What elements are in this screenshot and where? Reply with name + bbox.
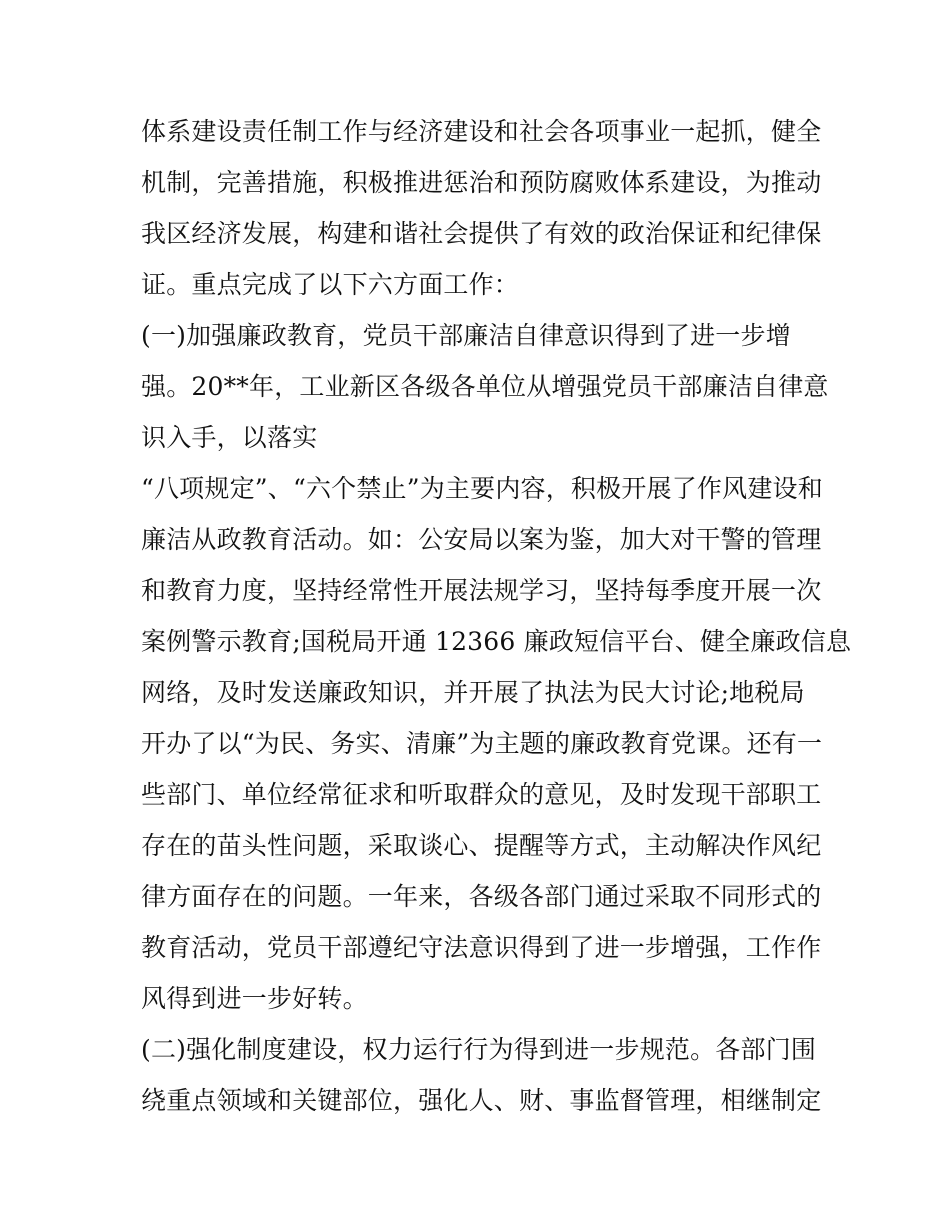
text-line: 风得到进一步好转。 <box>141 984 368 1013</box>
text-line: “八项规定”、“六个禁止”为主要内容，积极开展了作风建设和 <box>141 474 823 503</box>
text-line: 网络，及时发送廉政知识，并开展了执法为民大讨论;地税局 <box>141 678 805 707</box>
text-line: 证。重点完成了以下六方面工作： <box>141 270 520 299</box>
text-line: 存在的苗头性问题，采取谈心、提醒等方式，主动解决作风纪 <box>141 831 822 860</box>
text-line: 体系建设责任制工作与经济建设和社会各项事业一起抓，健全 <box>141 117 822 146</box>
text-line: 开办了以“为民、务实、清廉”为主题的廉政教育党课。还有一 <box>141 729 823 758</box>
text-line: 识入手，以落实 <box>141 423 318 452</box>
body-text <box>141 106 852 1126</box>
text-line: 绕重点领域和关键部位，强化人、财、事监督管理，相继制定 <box>141 1086 822 1115</box>
text-line: 律方面存在的问题。一年来，各级各部门通过采取不同形式的 <box>141 882 822 911</box>
text-line: 案例警示教育;国税局开通 12366 廉政短信平台、健全廉政信息 <box>141 627 852 656</box>
text-line: (二)强化制度建设，权力运行行为得到进一步规范。各部门围 <box>141 1035 817 1064</box>
text-line: 些部门、单位经常征求和听取群众的意见，及时发现干部职工 <box>141 780 822 809</box>
text-line: 廉洁从政教育活动。如：公安局以案为鉴，加大对干警的管理 <box>141 525 822 554</box>
text-line: 我区经济发展，构建和谐社会提供了有效的政治保证和纪律保 <box>141 219 822 248</box>
text-line: 强。20**年，工业新区各级各单位从增强党员干部廉洁自律意 <box>141 372 829 401</box>
text-line: 和教育力度，坚持经常性开展法规学习，坚持每季度开展一次 <box>141 576 822 605</box>
text-line: 机制，完善措施，积极推进惩治和预防腐败体系建设，为推动 <box>141 168 822 197</box>
text-line: 教育活动，党员干部遵纪守法意识得到了进一步增强，工作作 <box>141 933 822 962</box>
text-line: (一)加强廉政教育，党员干部廉洁自律意识得到了进一步增 <box>141 321 791 350</box>
